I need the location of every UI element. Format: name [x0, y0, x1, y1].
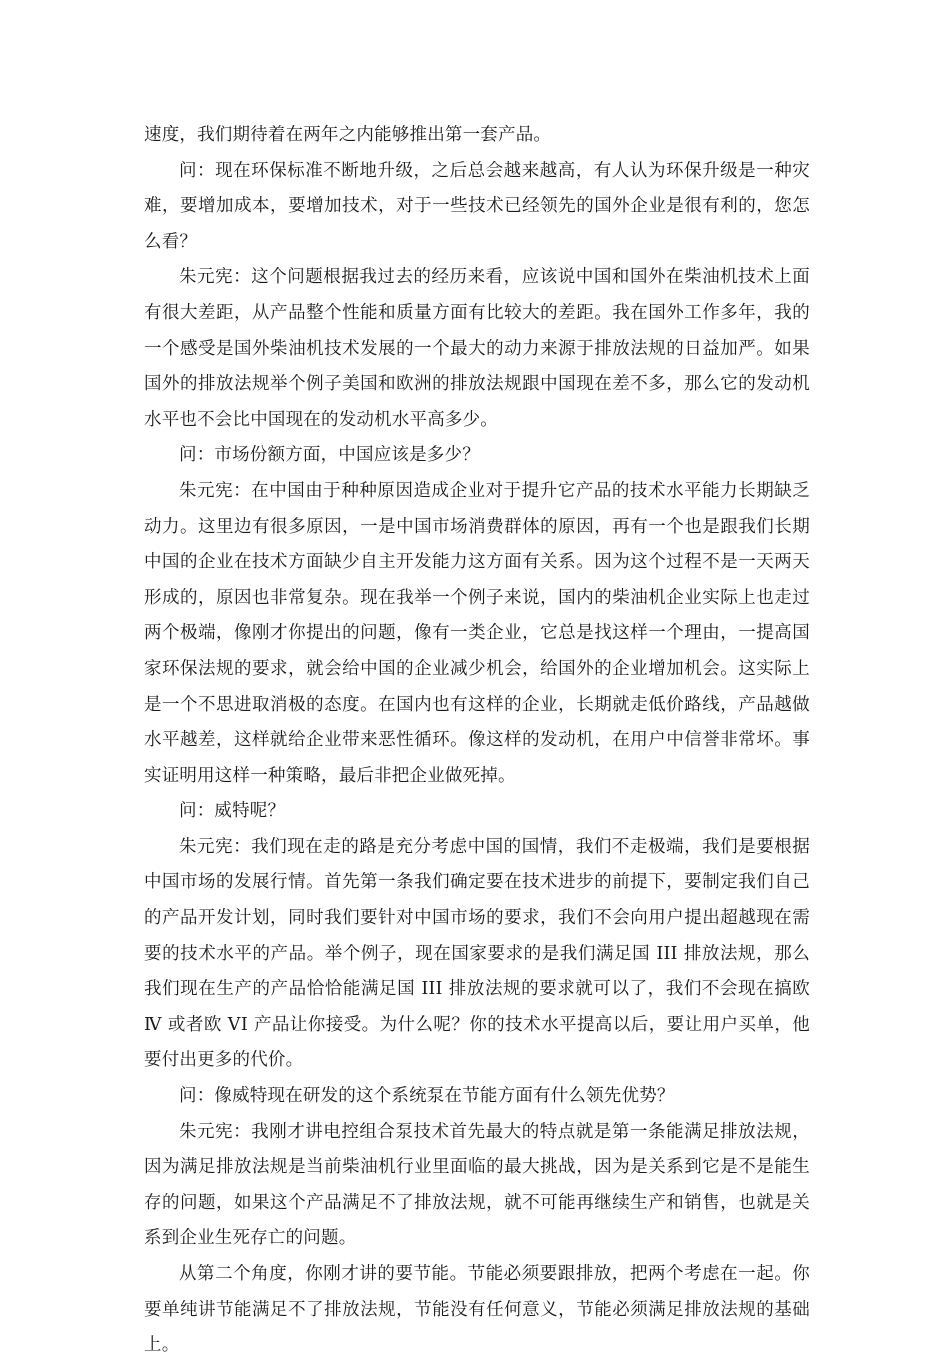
question-weite: 问：威特呢？	[179, 801, 286, 822]
question-pump-advantage: 问：像威特现在研发的这个系统泵在节能方面有什么领先优势？	[179, 1086, 675, 1107]
document-page	[144, 118, 810, 1364]
question-environmental-standards: 问：现在环保标准不断地升级，之后总会越来越高，有人认为环保升级是一种灾难，要增加成本，要增加技术，对于一些技术已经领先的国外企业是很有利的，您怎么看？	[144, 160, 810, 252]
answer-pump-emissions: 朱元宪：我刚才讲电控组合泵技术首先最大的特点就是第一条能满足排放法规，因为满足排放法规是当前柴油机行业里面临的最大挑战，因为是关系到它是不是能生存的问题，如果这个产品满足不了排放法规，就不可能再继续生产和销售，也就是关系到企业生死存亡的问题。	[144, 1121, 810, 1249]
paragraph-continuation: 速度，我们期待着在两年之内能够推出第一套产品。	[144, 125, 552, 145]
answer-energy-saving: 从第二个角度，你刚才讲的要节能。节能必须要跟排放，把两个考虑在一起。你要单纯讲节能满足不了排放法规，节能没有任何意义，节能必须满足排放法规的基础上。	[144, 1264, 810, 1356]
question-market-share: 问：市场份额方面，中国应该是多少？	[179, 445, 480, 466]
answer-market-share: 朱元宪：在中国由于种种原因造成企业对于提升它产品的技术水平能力长期缺乏动力。这里边有很多原因，一是中国市场消费群体的原因，再有一个也是跟我们长期中国的企业在技术方面缺少自主开发能力这方面有关系。因为这个过程不是一天两天形成的，原因也非常复杂。现在我举一个例子来说，国内的柴油机企业实际上也走过两个极端，像刚才你提出的问题，像有一类企业，它总是找这样一个理由，一提高国家环保法规的要求，就会给中国的企业减少机会，给国外的企业增加机会。这实际上是一个不思进取消极的态度。在国内也有这样的企业，长期就走低价路线，产品越做水平越差，这样就给企业带来恶性循环。像这样的发动机，在用户中信誉非常坏。事实证明用这样一种策略，最后非把企业做死掉。	[144, 480, 810, 786]
answer-weite-strategy: 朱元宪：我们现在走的路是充分考虑中国的国情，我们不走极端，我们是要根据中国市场的发展行情。首先第一条我们确定要在技术进步的前提下，要制定我们自己的产品开发计划，同时我们要针对中国市场的要求，我们不会向用户提出超越现在需要的技术水平的产品。举个例子，现在国家要求的是我们满足国 III 排放法规，那么我们现在生产的产品恰恰能满足国 III 排放法规的要求就可以了，我们不会现在搞欧 Ⅳ 或者欧 ⅤI 产品让你接受。为什么呢？你的技术水平提高以后，要让用户买单，他要付出更多的代价。	[144, 836, 810, 1071]
answer-technology-gap: 朱元宪：这个问题根据我过去的经历来看，应该说中国和国外在柴油机技术上面有很大差距，从产品整个性能和质量方面有比较大的差距。我在国外工作多年，我的一个感受是国外柴油机技术发展的一个最大的动力来源于排放法规的日益加严。如果国外的排放法规举个例子美国和欧洲的排放法规跟中国现在差不多，那么它的发动机水平也不会比中国现在的发动机水平高多少。	[144, 267, 810, 430]
